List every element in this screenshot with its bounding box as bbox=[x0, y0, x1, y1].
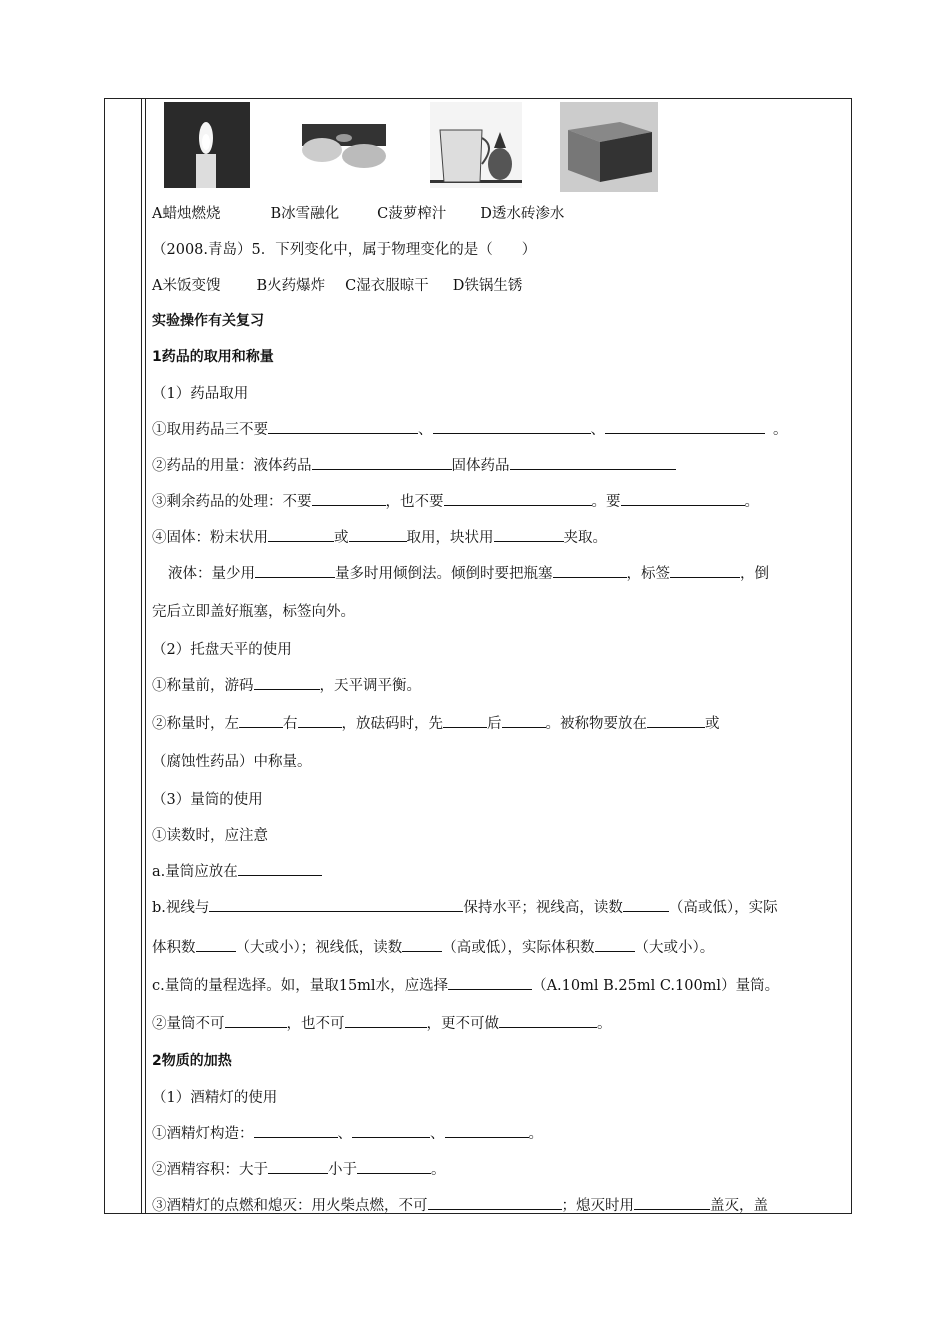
option-b: B火药爆炸 bbox=[256, 278, 326, 294]
answer-blank[interactable] bbox=[433, 419, 591, 434]
option-c: C湿衣服晾干 bbox=[345, 278, 429, 294]
melting-snow-photo bbox=[298, 102, 390, 186]
q5-options bbox=[152, 274, 848, 295]
q5-stem: （2008.青岛）5．下列变化中，属于物理变化的是（ ） bbox=[152, 242, 537, 258]
answer-blank[interactable] bbox=[298, 713, 342, 728]
table-divider bbox=[141, 99, 142, 1213]
answer-blank[interactable] bbox=[502, 713, 546, 728]
answer-blank[interactable] bbox=[345, 1013, 427, 1028]
fill-line: ②称量时，左 右 ，放砝码时，先 后 。被称物要放在 或 bbox=[152, 712, 848, 733]
candle-photo bbox=[164, 102, 250, 188]
fill-line: ①酒精灯构造： 、 、 。 bbox=[152, 1122, 848, 1143]
answer-blank[interactable] bbox=[209, 897, 463, 912]
answer-blank[interactable] bbox=[494, 527, 564, 542]
option-d: D透水砖渗水 bbox=[480, 206, 565, 222]
fill-line: a.量筒应放在 bbox=[152, 860, 848, 881]
fill-line: ③剩余药品的处理：不要 ，也不要 。要 。 bbox=[152, 490, 848, 511]
answer-blank[interactable] bbox=[595, 937, 635, 952]
text-line: ①读数时，应注意 bbox=[152, 828, 268, 844]
option-c: C菠萝榨汁 bbox=[377, 206, 447, 222]
option-a: A蜡烛燃烧 bbox=[152, 206, 221, 222]
answer-blank[interactable] bbox=[312, 491, 386, 506]
answer-blank[interactable] bbox=[621, 491, 745, 506]
answer-blank[interactable] bbox=[352, 1123, 430, 1138]
sub-heading: （1）酒精灯的使用 bbox=[152, 1090, 278, 1106]
answer-blank[interactable] bbox=[647, 713, 705, 728]
answer-blank[interactable] bbox=[196, 937, 236, 952]
fill-line: ①取用药品三不要 、 、 。 bbox=[152, 418, 848, 439]
answer-blank[interactable] bbox=[448, 975, 532, 990]
fill-line: ④固体：粉末状用 或 取用，块状用 夹取。 bbox=[152, 526, 848, 547]
text-line: （腐蚀性药品）中称量。 bbox=[152, 754, 312, 770]
answer-blank[interactable] bbox=[268, 419, 418, 434]
fill-line: 液体：量少用 量多时用倾倒法。倾倒时要把瓶塞 ，标签 ，倒 bbox=[168, 562, 848, 583]
answer-blank[interactable] bbox=[428, 1195, 562, 1210]
text-line: 完后立即盖好瓶塞，标签向外。 bbox=[152, 604, 355, 620]
answer-blank[interactable] bbox=[254, 675, 320, 690]
answer-blank[interactable] bbox=[402, 937, 442, 952]
answer-blank[interactable] bbox=[349, 527, 407, 542]
answer-blank[interactable] bbox=[255, 563, 335, 578]
answer-blank[interactable] bbox=[499, 1013, 597, 1028]
answer-blank[interactable] bbox=[238, 861, 322, 876]
pineapple-juice-photo bbox=[430, 102, 522, 188]
seeping-brick-photo bbox=[560, 102, 658, 192]
answer-blank[interactable] bbox=[553, 563, 627, 578]
fill-line: ②量筒不可 ，也不可 ，更不可做 。 bbox=[152, 1012, 848, 1033]
sub-heading: （1）药品取用 bbox=[152, 386, 249, 402]
fill-line: ③酒精灯的点燃和熄灭：用火柴点燃，不可 ；熄灭时用 盖灭，盖 bbox=[152, 1194, 848, 1215]
fill-line: 体积数 （大或小）；视线低，读数 （高或低），实际体积数 （大或小）。 bbox=[152, 936, 848, 957]
answer-blank[interactable] bbox=[225, 1013, 287, 1028]
answer-blank[interactable] bbox=[623, 897, 669, 912]
table-divider bbox=[145, 99, 146, 1213]
option-d: D铁锅生锈 bbox=[452, 278, 523, 294]
q4-options bbox=[152, 202, 848, 223]
answer-blank[interactable] bbox=[670, 563, 740, 578]
fill-line: b.视线与 保持水平；视线高，读数 （高或低），实际 bbox=[152, 896, 848, 917]
answer-blank[interactable] bbox=[605, 419, 765, 434]
answer-blank[interactable] bbox=[357, 1159, 431, 1174]
answer-blank[interactable] bbox=[268, 1159, 328, 1174]
sub-heading: （2）托盘天平的使用 bbox=[152, 642, 292, 658]
fill-line: ②药品的用量：液体药品 固体药品 bbox=[152, 454, 848, 475]
option-a: A米饭变馊 bbox=[152, 278, 221, 294]
fill-line: ①称量前，游码 ，天平调平衡。 bbox=[152, 674, 848, 695]
answer-blank[interactable] bbox=[254, 1123, 338, 1138]
subsection-title: 1药品的取用和称量 bbox=[152, 349, 274, 365]
section-heading: 实验操作有关复习 bbox=[152, 313, 264, 329]
option-b: B冰雪融化 bbox=[270, 206, 340, 222]
question-photos bbox=[148, 98, 848, 190]
subsection-title: 2物质的加热 bbox=[152, 1053, 232, 1069]
fill-line: c.量筒的量程选择。如，量取15ml水，应选择 （A.10ml B.25ml C.100ml）量筒。 bbox=[152, 974, 848, 995]
answer-blank[interactable] bbox=[239, 713, 283, 728]
answer-blank[interactable] bbox=[510, 455, 676, 470]
answer-blank[interactable] bbox=[444, 491, 592, 506]
answer-blank[interactable] bbox=[312, 455, 452, 470]
answer-blank[interactable] bbox=[268, 527, 334, 542]
fill-line: ②酒精容积：大于 小于 。 bbox=[152, 1158, 848, 1179]
answer-blank[interactable] bbox=[634, 1195, 710, 1210]
sub-heading: （3）量筒的使用 bbox=[152, 792, 263, 808]
answer-blank[interactable] bbox=[445, 1123, 529, 1138]
answer-blank[interactable] bbox=[443, 713, 487, 728]
